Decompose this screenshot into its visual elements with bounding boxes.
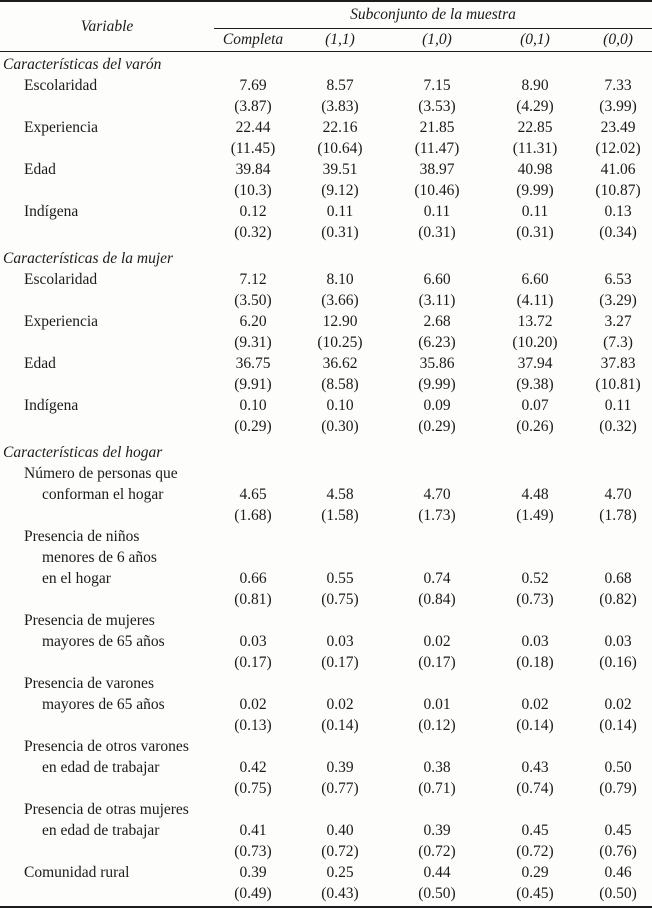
- mean-value: 39.84: [235, 160, 271, 178]
- sd-value: (7.3): [603, 333, 633, 351]
- sd-value: (0.17): [234, 653, 272, 671]
- sd-value: (3.29): [599, 291, 637, 309]
- mean-value: 0.40: [326, 821, 354, 839]
- mean-value: 12.90: [322, 312, 358, 330]
- variable-label: Escolaridad: [24, 76, 98, 94]
- sd-value: (0.72): [321, 842, 359, 860]
- mean-value: 0.43: [521, 758, 549, 776]
- empty-cell: [292, 526, 388, 547]
- sd-value: (10.81): [595, 375, 641, 393]
- column-header-1-1: (1,1): [325, 31, 355, 48]
- mean-value: 0.02: [239, 695, 267, 713]
- sd-value: (3.87): [234, 97, 272, 115]
- mean-value: 0.44: [423, 863, 451, 881]
- mean-row: [0, 201, 652, 222]
- empty-cell: [584, 547, 652, 568]
- sd-value: (4.11): [516, 291, 554, 309]
- section-row: [0, 243, 652, 269]
- mean-value: 0.02: [604, 695, 632, 713]
- sd-value: (10.25): [317, 333, 363, 351]
- mean-value: 0.03: [604, 632, 632, 650]
- mean-value: 0.11: [326, 202, 354, 220]
- empty-cell: [214, 799, 292, 820]
- column-header-1-0: (1,0): [422, 31, 452, 48]
- empty-cell: [214, 736, 292, 757]
- sd-value: (0.73): [516, 590, 554, 608]
- mean-value: 0.38: [423, 758, 451, 776]
- mean-row: [0, 395, 652, 416]
- empty-cell: [214, 526, 292, 547]
- mean-value: 22.85: [517, 118, 553, 136]
- mean-row: [0, 117, 652, 138]
- variable-label: Comunidad rural: [24, 863, 130, 881]
- mean-row: [0, 862, 652, 883]
- sd-value: (0.71): [418, 779, 456, 797]
- sd-value: (0.74): [516, 779, 554, 797]
- empty-cell: [292, 610, 388, 631]
- mean-value: 0.02: [423, 632, 451, 650]
- empty-cell: [0, 778, 214, 799]
- mean-value: 0.39: [239, 863, 267, 881]
- empty-cell: [388, 610, 486, 631]
- sd-value: (0.30): [321, 417, 359, 435]
- column-header-0-0: (0,0): [603, 31, 633, 48]
- mean-value: 6.60: [521, 270, 549, 288]
- sd-value: (8.58): [321, 375, 359, 393]
- sd-value: (11.31): [512, 139, 558, 157]
- mean-value: 38.97: [419, 160, 455, 178]
- mean-value: 0.66: [239, 569, 267, 587]
- label-row: [0, 547, 652, 568]
- sd-value: (0.50): [599, 884, 637, 902]
- sd-value: (10.3): [234, 181, 272, 199]
- mean-value: 6.20: [239, 312, 267, 330]
- empty-cell: [584, 463, 652, 484]
- mean-value: 0.02: [521, 695, 549, 713]
- mean-value: 40.98: [517, 160, 553, 178]
- mean-row: [0, 159, 652, 180]
- sd-value: (0.75): [321, 590, 359, 608]
- sd-row: [0, 505, 652, 526]
- variable-label: en edad de trabajar: [42, 821, 160, 839]
- mean-value: 2.68: [423, 312, 451, 330]
- table-header: [0, 2, 652, 51]
- sd-value: (0.32): [599, 417, 637, 435]
- mean-value: 0.39: [423, 821, 451, 839]
- empty-cell: [0, 222, 214, 243]
- variable-label: Presencia de niños: [24, 527, 140, 545]
- sd-value: (1.68): [234, 506, 272, 524]
- label-row: [0, 799, 652, 820]
- sd-value: (0.49): [234, 884, 272, 902]
- sd-value: (1.49): [516, 506, 554, 524]
- sd-value: (0.50): [418, 884, 456, 902]
- mean-value: 0.46: [604, 863, 632, 881]
- variable-column-header: Variable: [80, 17, 134, 35]
- empty-cell: [0, 374, 214, 395]
- empty-cell: [0, 180, 214, 201]
- sd-value: (0.17): [321, 653, 359, 671]
- empty-cell: [0, 96, 214, 117]
- sd-value: (0.18): [516, 653, 554, 671]
- mean-value: 6.53: [604, 270, 632, 288]
- sd-value: (0.16): [599, 653, 637, 671]
- mean-value: 35.86: [419, 354, 455, 372]
- label-row: [0, 526, 652, 547]
- sd-value: (0.72): [418, 842, 456, 860]
- sd-value: (9.91): [234, 375, 272, 393]
- empty-cell: [486, 736, 584, 757]
- empty-cell: [214, 610, 292, 631]
- mean-value: 0.74: [423, 569, 451, 587]
- empty-cell: [292, 463, 388, 484]
- table-body: [0, 51, 652, 906]
- sd-value: (0.43): [321, 884, 359, 902]
- empty-cell: [486, 547, 584, 568]
- sd-value: (0.14): [516, 716, 554, 734]
- section-row: [0, 51, 652, 75]
- sd-value: (0.29): [234, 417, 272, 435]
- sd-value: (0.45): [516, 884, 554, 902]
- variable-label: Experiencia: [24, 118, 99, 136]
- variable-label: mayores de 65 años: [42, 695, 165, 713]
- mean-row: [0, 269, 652, 290]
- sd-value: (0.34): [599, 223, 637, 241]
- empty-cell: [486, 610, 584, 631]
- section-title: Características del varón: [3, 55, 162, 73]
- empty-cell: [214, 547, 292, 568]
- empty-cell: [0, 883, 214, 906]
- empty-cell: [388, 673, 486, 694]
- sd-value: (0.14): [321, 716, 359, 734]
- empty-cell: [0, 841, 214, 862]
- label-row: [0, 736, 652, 757]
- mean-row: [0, 75, 652, 96]
- sd-value: (0.76): [599, 842, 637, 860]
- mean-row: [0, 568, 652, 589]
- sd-value: (1.58): [321, 506, 359, 524]
- mean-value: 4.65: [239, 485, 267, 503]
- mean-value: 7.69: [239, 76, 267, 94]
- mean-value: 4.48: [521, 485, 549, 503]
- sd-value: (9.12): [321, 181, 359, 199]
- sd-value: (3.50): [234, 291, 272, 309]
- sd-value: (3.99): [599, 97, 637, 115]
- mean-row: [0, 353, 652, 374]
- sd-value: (3.11): [418, 291, 456, 309]
- empty-cell: [292, 736, 388, 757]
- empty-cell: [388, 736, 486, 757]
- empty-cell: [486, 526, 584, 547]
- sd-row: [0, 180, 652, 201]
- variable-label: en edad de trabajar: [42, 758, 160, 776]
- mean-value: 23.49: [600, 118, 636, 136]
- mean-value: 0.03: [326, 632, 354, 650]
- empty-cell: [0, 416, 214, 437]
- sd-value: (12.02): [595, 139, 641, 157]
- mean-value: 0.45: [521, 821, 549, 839]
- mean-value: 0.68: [604, 569, 632, 587]
- sd-value: (0.29): [418, 417, 456, 435]
- empty-cell: [584, 526, 652, 547]
- sd-value: (0.75): [234, 779, 272, 797]
- mean-value: 0.03: [239, 632, 267, 650]
- empty-cell: [0, 505, 214, 526]
- sd-row: [0, 841, 652, 862]
- empty-cell: [388, 463, 486, 484]
- sd-row: [0, 374, 652, 395]
- sd-row: [0, 138, 652, 159]
- empty-cell: [486, 799, 584, 820]
- column-header-completa: Completa: [222, 31, 284, 48]
- sd-value: (0.14): [599, 716, 637, 734]
- sd-value: (1.78): [599, 506, 637, 524]
- sd-value: (9.38): [516, 375, 554, 393]
- label-row: [0, 673, 652, 694]
- empty-cell: [486, 463, 584, 484]
- variable-label: Presencia de otras mujeres: [24, 800, 189, 818]
- sd-value: (6.23): [418, 333, 456, 351]
- sd-row: [0, 589, 652, 610]
- sd-row: [0, 416, 652, 437]
- empty-cell: [0, 589, 214, 610]
- sd-value: (0.31): [516, 223, 554, 241]
- variable-label: Presencia de otros varones: [24, 737, 189, 755]
- section-title: Características del hogar: [3, 443, 163, 461]
- variable-label: Escolaridad: [24, 270, 98, 288]
- mean-value: 0.41: [239, 821, 267, 839]
- sd-value: (0.31): [418, 223, 456, 241]
- empty-cell: [292, 799, 388, 820]
- mean-value: 4.58: [326, 485, 354, 503]
- mean-value: 0.29: [521, 863, 549, 881]
- sd-value: (9.99): [418, 375, 456, 393]
- empty-cell: [584, 610, 652, 631]
- mean-value: 0.11: [521, 202, 549, 220]
- empty-cell: [0, 138, 214, 159]
- sd-row: [0, 332, 652, 353]
- sd-row: [0, 290, 652, 311]
- mean-value: 8.10: [326, 270, 354, 288]
- sd-value: (1.73): [418, 506, 456, 524]
- mean-value: 22.16: [322, 118, 358, 136]
- summary-statistics-table: [0, 2, 652, 906]
- mean-value: 4.70: [604, 485, 632, 503]
- mean-value: 0.10: [239, 396, 267, 414]
- sd-value: (0.31): [321, 223, 359, 241]
- sd-value: (0.82): [599, 590, 637, 608]
- section-title: Características de la mujer: [3, 249, 174, 267]
- variable-label: Número de personas que: [24, 464, 178, 482]
- variable-label: Edad: [24, 354, 56, 372]
- sd-row: [0, 778, 652, 799]
- sd-value: (0.72): [516, 842, 554, 860]
- sd-value: (3.83): [321, 97, 359, 115]
- sd-value: (11.47): [414, 139, 460, 157]
- sd-value: (9.31): [234, 333, 272, 351]
- mean-value: 0.01: [423, 695, 451, 713]
- variable-label: Edad: [24, 160, 56, 178]
- mean-value: 8.57: [326, 76, 354, 94]
- sd-value: (3.66): [321, 291, 359, 309]
- mean-value: 36.62: [322, 354, 358, 372]
- mean-value: 0.11: [604, 396, 632, 414]
- mean-value: 7.15: [423, 76, 451, 94]
- sd-value: (0.73): [234, 842, 272, 860]
- mean-value: 0.50: [604, 758, 632, 776]
- sd-value: (0.12): [418, 716, 456, 734]
- variable-label: en el hogar: [42, 569, 111, 587]
- mean-value: 0.52: [521, 569, 549, 587]
- mean-value: 0.07: [521, 396, 549, 414]
- mean-value: 3.27: [604, 312, 632, 330]
- sd-value: (0.26): [516, 417, 554, 435]
- empty-cell: [0, 290, 214, 311]
- empty-cell: [388, 799, 486, 820]
- group-column-header: Subconjunto de la muestra: [214, 2, 652, 28]
- mean-row: [0, 311, 652, 332]
- empty-cell: [388, 547, 486, 568]
- variable-label: conforman el hogar: [42, 485, 164, 503]
- sd-value: (11.45): [230, 139, 276, 157]
- label-row: [0, 610, 652, 631]
- mean-value: 7.33: [604, 76, 632, 94]
- mean-value: 21.85: [419, 118, 455, 136]
- variable-label: Indígena: [24, 202, 79, 220]
- mean-value: 39.51: [322, 160, 358, 178]
- mean-value: 36.75: [235, 354, 271, 372]
- mean-row: [0, 484, 652, 505]
- sd-value: (0.81): [234, 590, 272, 608]
- column-header-0-1: (0,1): [520, 31, 550, 48]
- mean-value: 22.44: [235, 118, 271, 136]
- sd-row: [0, 715, 652, 736]
- empty-cell: [584, 736, 652, 757]
- empty-cell: [292, 547, 388, 568]
- mean-value: 37.83: [600, 354, 636, 372]
- empty-cell: [388, 526, 486, 547]
- sd-value: (10.20): [512, 333, 558, 351]
- mean-row: [0, 757, 652, 778]
- sd-value: (0.13): [234, 716, 272, 734]
- sd-value: (10.87): [595, 181, 641, 199]
- mean-row: [0, 694, 652, 715]
- sd-value: (9.99): [516, 181, 554, 199]
- mean-value: 0.42: [239, 758, 267, 776]
- sd-row: [0, 883, 652, 906]
- mean-value: 41.06: [600, 160, 636, 178]
- mean-value: 0.11: [423, 202, 451, 220]
- variable-label: Presencia de mujeres: [24, 611, 155, 629]
- sd-row: [0, 652, 652, 673]
- mean-value: 7.12: [239, 270, 267, 288]
- empty-cell: [486, 673, 584, 694]
- variable-label: Indígena: [24, 396, 79, 414]
- mean-value: 0.45: [604, 821, 632, 839]
- sd-value: (3.53): [418, 97, 456, 115]
- mean-value: 4.70: [423, 485, 451, 503]
- sd-value: (0.84): [418, 590, 456, 608]
- mean-value: 37.94: [517, 354, 553, 372]
- sd-value: (0.79): [599, 779, 637, 797]
- empty-cell: [292, 673, 388, 694]
- variable-label: Experiencia: [24, 312, 99, 330]
- mean-row: [0, 820, 652, 841]
- empty-cell: [584, 673, 652, 694]
- label-row: [0, 463, 652, 484]
- sd-row: [0, 96, 652, 117]
- sd-value: (10.64): [317, 139, 363, 157]
- empty-cell: [214, 673, 292, 694]
- mean-value: 0.10: [326, 396, 354, 414]
- mean-value: 0.02: [326, 695, 354, 713]
- section-row: [0, 437, 652, 463]
- sd-row: [0, 222, 652, 243]
- sd-value: (10.46): [414, 181, 460, 199]
- mean-row: [0, 631, 652, 652]
- empty-cell: [214, 463, 292, 484]
- variable-label: Presencia de varones: [24, 674, 154, 692]
- variable-label: menores de 6 años: [42, 548, 157, 566]
- variable-label: mayores de 65 años: [42, 632, 165, 650]
- sd-value: (4.29): [516, 97, 554, 115]
- mean-value: 0.13: [604, 202, 632, 220]
- mean-value: 0.25: [326, 863, 354, 881]
- empty-cell: [0, 332, 214, 353]
- empty-cell: [584, 799, 652, 820]
- empty-cell: [0, 652, 214, 673]
- mean-value: 8.90: [521, 76, 549, 94]
- sd-value: (0.17): [418, 653, 456, 671]
- mean-value: 13.72: [517, 312, 553, 330]
- mean-value: 0.09: [423, 396, 451, 414]
- empty-cell: [0, 715, 214, 736]
- mean-value: 0.39: [326, 758, 354, 776]
- sd-value: (0.77): [321, 779, 359, 797]
- mean-value: 0.12: [239, 202, 267, 220]
- sd-value: (0.32): [234, 223, 272, 241]
- mean-value: 6.60: [423, 270, 451, 288]
- mean-value: 0.03: [521, 632, 549, 650]
- mean-value: 0.55: [326, 569, 354, 587]
